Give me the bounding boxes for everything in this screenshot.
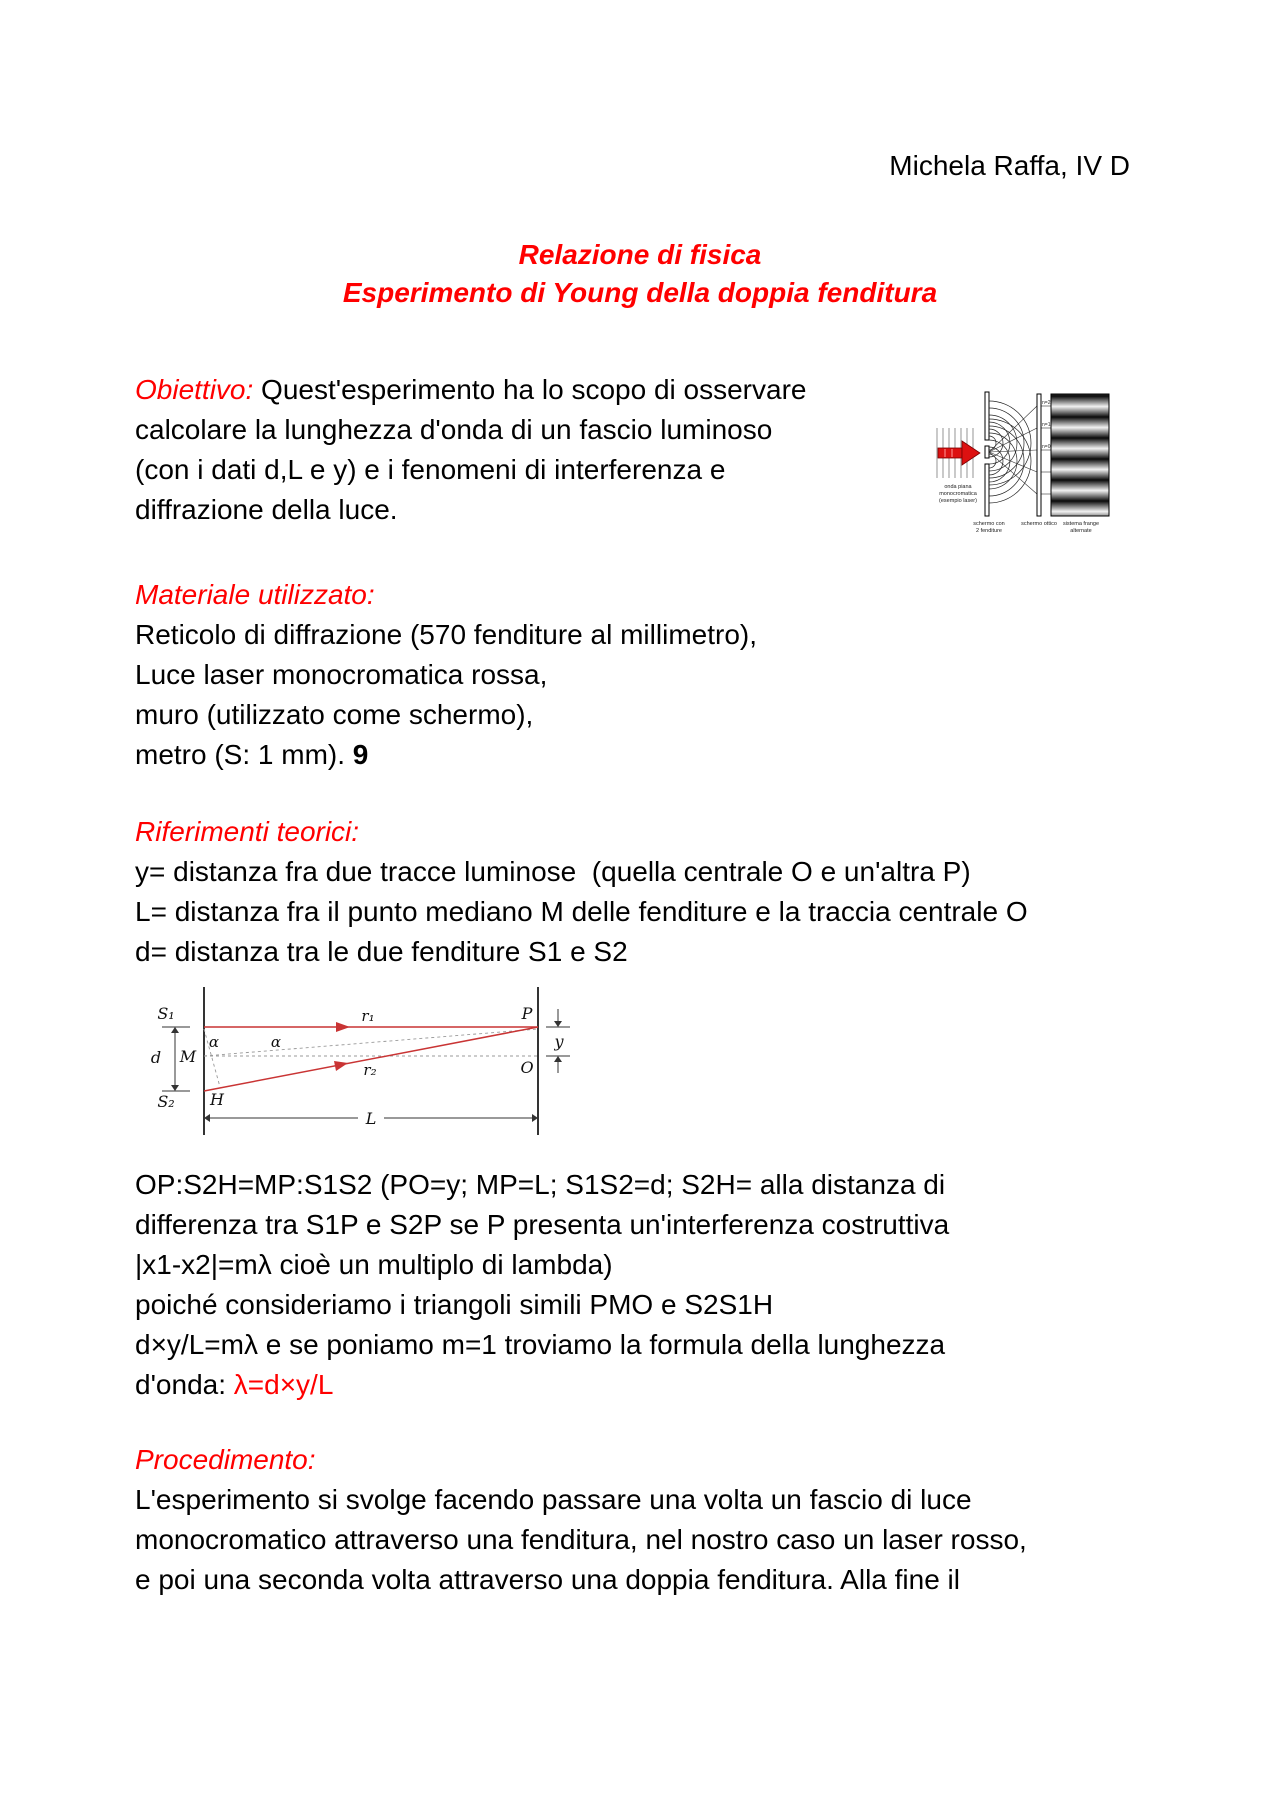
teoria-line-3: |x1-x2|=mλ cioè un multiplo di lambda): [135, 1249, 613, 1280]
geometry-figure: [138, 983, 608, 1153]
section-obiettivo: [135, 370, 806, 530]
teoria-line-5: d×y/L=mλ e se poniamo m=1 troviamo la formula della lunghezza: [135, 1329, 946, 1360]
title-line-1: Relazione di fisica: [518, 239, 762, 270]
incoming-beam-arrow-icon: [938, 441, 980, 465]
screen-caption: schermo ottico: [1021, 521, 1057, 527]
materiale-heading: Materiale utilizzato:: [135, 579, 375, 610]
label-r1: r₁: [361, 1007, 375, 1025]
wave-caption-3: (esempio laser): [939, 498, 977, 504]
procedimento-line-2: monocromatico attraverso una fenditura, nel nostro caso un laser rosso,: [135, 1524, 1027, 1555]
pattern-caption-2: alternate: [1070, 528, 1092, 534]
teoria-line-4: poiché consideriamo i triangoli simili PMO e S2S1H: [135, 1289, 774, 1320]
materiale-item-1: Reticolo di diffrazione (570 fenditure al millimetro),: [135, 619, 757, 650]
materiale-item-2: Luce laser monocromatica rossa,: [135, 659, 548, 690]
wavelength-formula: λ=d×y/L: [233, 1369, 334, 1400]
obiettivo-text-1: Quest'esperimento ha lo scopo di osservare: [253, 374, 807, 405]
apparatus-figure: [925, 386, 1163, 541]
double-slit-geometry-diagram: [138, 983, 608, 1148]
teoria-line-6: [135, 1365, 949, 1405]
riferimenti-line-1: y= distanza fra due tracce luminose (quella centrale O e un'altra P): [135, 856, 971, 887]
obiettivo-line-3: (con i dati d,L e y) e i fenomeni di interferenza e: [135, 454, 726, 485]
optical-screen: [1037, 394, 1041, 516]
teoria-line-1: OP:S2H=MP:S1S2 (PO=y; MP=L; S1S2=d; S2H= alla distanza di: [135, 1169, 946, 1200]
wave-caption-2: monocromatica: [939, 491, 977, 497]
label-l: L: [365, 1109, 377, 1128]
slits-caption-1: schermo con: [973, 521, 1005, 527]
obiettivo-line-4: diffrazione della luce.: [135, 494, 398, 525]
ray2-arrowhead: [334, 1061, 348, 1071]
label-p: P: [521, 1004, 533, 1023]
author-line: Michela Raffa, IV D: [889, 150, 1130, 181]
label-alpha-2: α: [270, 1033, 282, 1051]
riferimenti-heading: Riferimenti teorici:: [135, 816, 360, 847]
label-s2: S₂: [157, 1092, 175, 1111]
wave-caption-1: onda piana: [944, 484, 972, 490]
materiale-item-4-text: metro (S: 1 mm).: [135, 739, 353, 770]
section-procedimento: [135, 1440, 1027, 1600]
label-y: y: [554, 1032, 564, 1051]
riferimenti-line-3: d= distanza tra le due fenditure S1 e S2: [135, 936, 628, 967]
label-h: H: [210, 1090, 224, 1109]
obiettivo-heading: Obiettivo:: [135, 374, 254, 405]
label-o: O: [520, 1058, 534, 1077]
materiale-item-4: [135, 735, 757, 775]
materiale-item-4-number: 9: [352, 739, 369, 770]
procedimento-line-3: e poi una seconda volta attraverso una doppia fenditura. Alla fine il: [135, 1564, 961, 1595]
interference-pattern: [1051, 394, 1109, 516]
obiettivo-line-2: calcolare la lunghezza d'onda di un fascio luminoso: [135, 414, 773, 445]
title-line-2: Esperimento di Young della doppia fenditura: [342, 277, 938, 308]
label-d: d: [150, 1048, 162, 1067]
procedimento-heading: Procedimento:: [135, 1444, 316, 1475]
label-m: M: [179, 1047, 197, 1066]
riferimenti-line-2: L= distanza fra il punto mediano M delle fenditure e la traccia centrale O: [135, 896, 1028, 927]
fringe-order-2-label: n=2: [1042, 400, 1051, 406]
teoria-line-2: differenza tra S1P e S2P se P presenta un'interferenza costruttiva: [135, 1209, 950, 1240]
pattern-caption-1: sistema frange: [1062, 521, 1100, 527]
label-s1: S₁: [157, 1004, 175, 1023]
document-title: [0, 236, 1280, 312]
slits-caption-2: 2 fenditure: [976, 528, 1002, 534]
materiale-item-3: muro (utilizzato come schermo),: [135, 699, 534, 730]
section-riferimenti: [135, 812, 1028, 972]
procedimento-line-1: L'esperimento si svolge facendo passare una volta un fascio di luce: [135, 1484, 972, 1515]
section-teoria: [135, 1165, 949, 1405]
fringe-order-1-label: n=1: [1042, 422, 1051, 428]
section-materiale: [135, 575, 757, 775]
obiettivo-line-1: [135, 370, 806, 410]
fringe-order-0-label: n=0: [1042, 444, 1051, 450]
label-r2: r₂: [363, 1061, 377, 1079]
ray1-arrowhead: [336, 1022, 350, 1032]
teoria-line-6-text: d'onda:: [135, 1369, 234, 1400]
double-slit-apparatus-diagram: [925, 386, 1163, 536]
label-alpha-1: α: [208, 1033, 220, 1051]
